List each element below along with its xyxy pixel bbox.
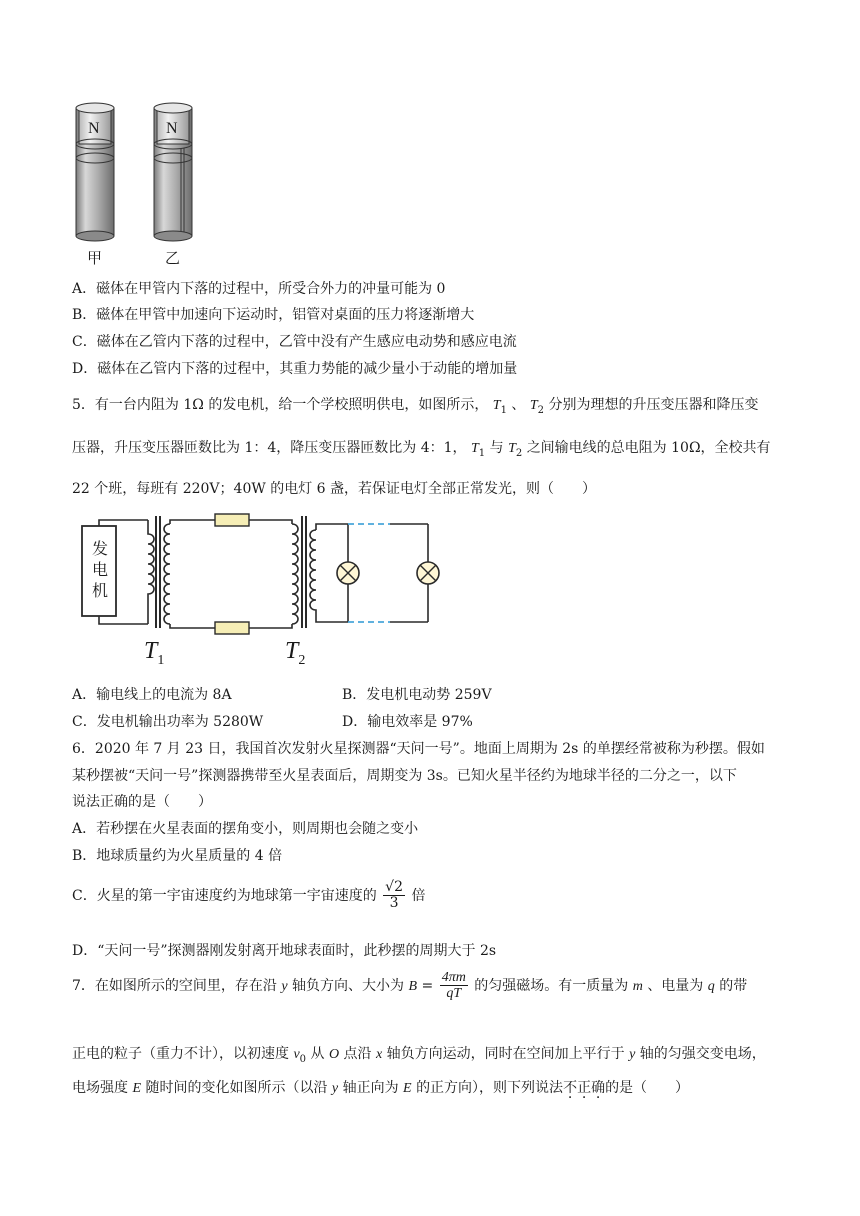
- q6-line-3: 说法正确的是（ ）: [72, 794, 212, 810]
- lamp-2: [417, 562, 439, 584]
- tube-caption-yi: 乙: [165, 249, 181, 267]
- q6-line-2: 某秒摆被“天问一号”探测器携带至火星表面后，周期变为 3s。已知火星半径约为地球半径的二分之一，以下: [72, 768, 737, 784]
- tube-caption-jia: 甲: [87, 249, 103, 267]
- q6-option-c: C．火星的第一宇宙速度约为地球第一宇宙速度的 $\frac{√2}{3}$ 倍: [72, 879, 426, 912]
- q5-line-2: 压器，升压变压器匝数比为 1：4，降压变压器匝数比为 4：1， $T_1$ 与 $T_2$ 之间输电线的总电阻为 10Ω，全校共有: [72, 440, 771, 459]
- magnet-label-jia: N: [88, 120, 100, 137]
- q7-line-2: 正电的粒子（重力不计），以初速度 $v_0$ 从 O 点沿 x 轴负方向运动，同时在空间加上平行于 y 轴的匀强交变电场，: [72, 1046, 766, 1065]
- t2-label: $T_2$: [285, 638, 306, 668]
- q5-option-c: C．发电机输出功率为 5280W: [72, 714, 264, 730]
- q6-line-1: 6．2020 年 7 月 23 日，我国首次发射火星探测器“天问一号”。地面上周期为 2s 的单摆经常被称为秒摆。假如: [72, 741, 765, 757]
- q4-option-a: A．磁体在甲管内下落的过程中，所受合外力的冲量可能为 0: [72, 281, 446, 297]
- generator-label: 发 电 机: [91, 539, 108, 600]
- q4-option-b: B．磁体在甲管中加速向下运动时，铝管对桌面的压力将逐渐增大: [72, 307, 475, 323]
- circuit-diagram: [72, 512, 442, 672]
- magnet-label-yi: N: [166, 120, 178, 137]
- q5-option-d: D．输电效率是 97%: [342, 714, 473, 730]
- sqrt2-over-3-fraction: $\frac{√2}{3}$: [385, 879, 403, 912]
- q6-option-d: D．“天问一号”探测器刚发射离开地球表面时，此秒摆的周期大于 2s: [72, 943, 497, 959]
- lamp-1: [337, 562, 359, 584]
- q7-line-3: 电场强度 E 随时间的变化如图所示（以沿 y 轴正向为 E 的正方向），则下列说法不正确的是（ ）: [72, 1080, 690, 1096]
- q5-line-3: 22 个班，每班有 220V；40W 的电灯 6 盏，若保证电灯全部正常发光，则（ ）: [72, 481, 597, 497]
- q5-option-a: A．输电线上的电流为 8A: [72, 687, 232, 703]
- q7-line-1: 7．在如图所示的空间里，存在沿 y 轴负方向、大小为 B = $\frac{4\pi m}{qT}$ 的匀强磁场。有一质量为 m 、电量为 q 的带: [72, 970, 748, 1002]
- q5-option-b: B．发电机电动势 259V: [342, 687, 492, 703]
- q6-option-b: B．地球质量约为火星质量的 4 倍: [72, 848, 283, 864]
- q4-option-d: D．磁体在乙管内下落的过程中，其重力势能的减少量小于动能的增加量: [72, 361, 518, 377]
- t1-label: $T_1$: [144, 638, 165, 668]
- q6-option-a: A．若秒摆在火星表面的摆角变小，则周期也会随之变小: [72, 821, 419, 837]
- q5-line-1: 5．有一台内阻为 1Ω 的发电机，给一个学校照明供电，如图所示， $T_1$ 、 $T_2$ 分别为理想的升压变压器和降压变: [72, 397, 759, 416]
- q4-option-c: C．磁体在乙管内下落的过程中，乙管中没有产生感应电动势和感应电流: [72, 334, 517, 350]
- b-field-fraction: $\frac{4\pi m}{qT}$: [441, 970, 466, 1002]
